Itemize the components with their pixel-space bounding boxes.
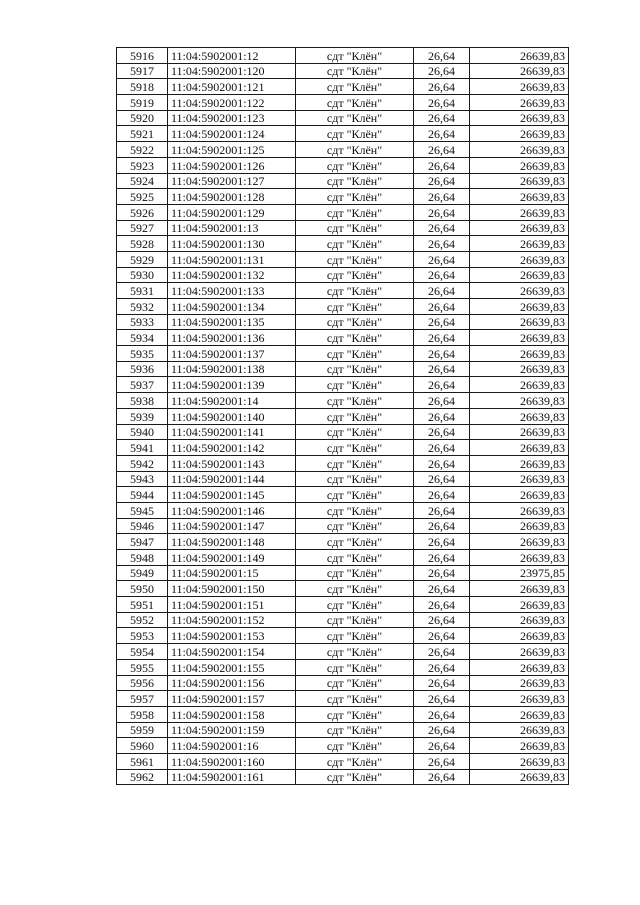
table-row: [117, 79, 569, 95]
cadastral-number-cell: 11:04:5902001:138: [168, 361, 296, 377]
organization-cell: сдт "Клён": [296, 314, 414, 330]
area-cell: 26,64: [414, 769, 470, 785]
area-cell: 26,64: [414, 346, 470, 362]
table-row: [117, 330, 569, 346]
value-cell: 26639,83: [470, 110, 569, 126]
table-row: [117, 706, 569, 722]
area-cell: 26,64: [414, 204, 470, 220]
table-row: [117, 283, 569, 299]
area-cell: 26,64: [414, 189, 470, 205]
cadastral-number-cell: 11:04:5902001:134: [168, 299, 296, 315]
area-cell: 26,64: [414, 440, 470, 456]
table-row: [117, 251, 569, 267]
table-row: [117, 189, 569, 205]
row-number-cell: 5952: [117, 612, 168, 628]
area-cell: 26,64: [414, 361, 470, 377]
value-cell: 26639,83: [470, 236, 569, 252]
cadastral-number-cell: 11:04:5902001:12: [168, 48, 296, 64]
row-number-cell: 5944: [117, 487, 168, 503]
value-cell: 26639,83: [470, 393, 569, 409]
value-cell: 26639,83: [470, 612, 569, 628]
area-cell: 26,64: [414, 534, 470, 550]
cadastral-number-cell: 11:04:5902001:155: [168, 659, 296, 675]
area-cell: 26,64: [414, 565, 470, 581]
value-cell: 26639,83: [470, 157, 569, 173]
organization-cell: сдт "Клён": [296, 330, 414, 346]
value-cell: 26639,83: [470, 644, 569, 660]
value-cell: 26639,83: [470, 628, 569, 644]
area-cell: 26,64: [414, 110, 470, 126]
cadastral-number-cell: 11:04:5902001:15: [168, 565, 296, 581]
value-cell: 26639,83: [470, 63, 569, 79]
area-cell: 26,64: [414, 471, 470, 487]
cadastral-number-cell: 11:04:5902001:140: [168, 408, 296, 424]
area-cell: 26,64: [414, 424, 470, 440]
organization-cell: сдт "Клён": [296, 738, 414, 754]
cadastral-number-cell: 11:04:5902001:160: [168, 753, 296, 769]
table-row: [117, 440, 569, 456]
table-row: [117, 471, 569, 487]
cadastral-number-cell: 11:04:5902001:120: [168, 63, 296, 79]
table-row: [117, 299, 569, 315]
area-cell: 26,64: [414, 628, 470, 644]
table-row: [117, 314, 569, 330]
row-number-cell: 5953: [117, 628, 168, 644]
value-cell: 26639,83: [470, 659, 569, 675]
value-cell: 26639,83: [470, 675, 569, 691]
table-row: [117, 236, 569, 252]
area-cell: 26,64: [414, 659, 470, 675]
row-number-cell: 5947: [117, 534, 168, 550]
area-cell: 26,64: [414, 675, 470, 691]
row-number-cell: 5959: [117, 722, 168, 738]
cadastral-number-cell: 11:04:5902001:14: [168, 393, 296, 409]
cadastral-number-cell: 11:04:5902001:147: [168, 518, 296, 534]
value-cell: 26639,83: [470, 487, 569, 503]
value-cell: 26639,83: [470, 251, 569, 267]
cadastral-number-cell: 11:04:5902001:142: [168, 440, 296, 456]
organization-cell: сдт "Клён": [296, 565, 414, 581]
organization-cell: сдт "Клён": [296, 48, 414, 64]
row-number-cell: 5962: [117, 769, 168, 785]
value-cell: 26639,83: [470, 550, 569, 566]
cadastral-number-cell: 11:04:5902001:126: [168, 157, 296, 173]
organization-cell: сдт "Клён": [296, 644, 414, 660]
organization-cell: сдт "Клён": [296, 377, 414, 393]
cadastral-number-cell: 11:04:5902001:13: [168, 220, 296, 236]
row-number-cell: 5922: [117, 142, 168, 158]
value-cell: 26639,83: [470, 173, 569, 189]
area-cell: 26,64: [414, 48, 470, 64]
organization-cell: сдт "Клён": [296, 361, 414, 377]
table-row: [117, 565, 569, 581]
organization-cell: сдт "Клён": [296, 267, 414, 283]
area-cell: 26,64: [414, 753, 470, 769]
value-cell: 26639,83: [470, 361, 569, 377]
table-row: [117, 126, 569, 142]
row-number-cell: 5926: [117, 204, 168, 220]
table-row: [117, 48, 569, 64]
value-cell: 26639,83: [470, 424, 569, 440]
row-number-cell: 5927: [117, 220, 168, 236]
table-row: [117, 424, 569, 440]
table-row: [117, 361, 569, 377]
area-cell: 26,64: [414, 63, 470, 79]
cadastral-registry-table: [116, 47, 569, 785]
organization-cell: сдт "Клён": [296, 110, 414, 126]
cadastral-number-cell: 11:04:5902001:132: [168, 267, 296, 283]
area-cell: 26,64: [414, 283, 470, 299]
value-cell: 26639,83: [470, 502, 569, 518]
organization-cell: сдт "Клён": [296, 753, 414, 769]
organization-cell: сдт "Клён": [296, 612, 414, 628]
cadastral-number-cell: 11:04:5902001:144: [168, 471, 296, 487]
area-cell: 26,64: [414, 597, 470, 613]
row-number-cell: 5958: [117, 706, 168, 722]
cadastral-number-cell: 11:04:5902001:139: [168, 377, 296, 393]
row-number-cell: 5957: [117, 691, 168, 707]
row-number-cell: 5948: [117, 550, 168, 566]
cadastral-number-cell: 11:04:5902001:161: [168, 769, 296, 785]
cadastral-number-cell: 11:04:5902001:122: [168, 95, 296, 111]
table-row: [117, 455, 569, 471]
table-row: [117, 722, 569, 738]
area-cell: 26,64: [414, 502, 470, 518]
row-number-cell: 5935: [117, 346, 168, 362]
cadastral-number-cell: 11:04:5902001:131: [168, 251, 296, 267]
organization-cell: сдт "Клён": [296, 691, 414, 707]
value-cell: 26639,83: [470, 753, 569, 769]
row-number-cell: 5940: [117, 424, 168, 440]
row-number-cell: 5943: [117, 471, 168, 487]
organization-cell: сдт "Клён": [296, 706, 414, 722]
table-row: [117, 157, 569, 173]
row-number-cell: 5923: [117, 157, 168, 173]
table-row: [117, 581, 569, 597]
organization-cell: сдт "Клён": [296, 408, 414, 424]
organization-cell: сдт "Клён": [296, 142, 414, 158]
area-cell: 26,64: [414, 518, 470, 534]
organization-cell: сдт "Клён": [296, 518, 414, 534]
table-row: [117, 753, 569, 769]
organization-cell: сдт "Клён": [296, 236, 414, 252]
cadastral-number-cell: 11:04:5902001:129: [168, 204, 296, 220]
row-number-cell: 5945: [117, 502, 168, 518]
area-cell: 26,64: [414, 393, 470, 409]
table-row: [117, 644, 569, 660]
table-row: [117, 518, 569, 534]
cadastral-number-cell: 11:04:5902001:127: [168, 173, 296, 189]
value-cell: 26639,83: [470, 204, 569, 220]
area-cell: 26,64: [414, 738, 470, 754]
table-body: [117, 48, 569, 785]
organization-cell: сдт "Клён": [296, 440, 414, 456]
row-number-cell: 5925: [117, 189, 168, 205]
value-cell: 26639,83: [470, 314, 569, 330]
cadastral-number-cell: 11:04:5902001:141: [168, 424, 296, 440]
area-cell: 26,64: [414, 314, 470, 330]
organization-cell: сдт "Клён": [296, 455, 414, 471]
row-number-cell: 5946: [117, 518, 168, 534]
value-cell: 26639,83: [470, 738, 569, 754]
row-number-cell: 5938: [117, 393, 168, 409]
organization-cell: сдт "Клён": [296, 157, 414, 173]
area-cell: 26,64: [414, 267, 470, 283]
table-row: [117, 628, 569, 644]
value-cell: 23975,85: [470, 565, 569, 581]
cadastral-number-cell: 11:04:5902001:125: [168, 142, 296, 158]
table-row: [117, 738, 569, 754]
value-cell: 26639,83: [470, 79, 569, 95]
value-cell: 26639,83: [470, 142, 569, 158]
table-row: [117, 675, 569, 691]
table-row: [117, 393, 569, 409]
row-number-cell: 5929: [117, 251, 168, 267]
table-row: [117, 110, 569, 126]
area-cell: 26,64: [414, 173, 470, 189]
table-row: [117, 267, 569, 283]
organization-cell: сдт "Клён": [296, 675, 414, 691]
value-cell: 26639,83: [470, 330, 569, 346]
cadastral-number-cell: 11:04:5902001:137: [168, 346, 296, 362]
table-row: [117, 691, 569, 707]
value-cell: 26639,83: [470, 455, 569, 471]
table-row: [117, 204, 569, 220]
cadastral-number-cell: 11:04:5902001:158: [168, 706, 296, 722]
row-number-cell: 5951: [117, 597, 168, 613]
organization-cell: сдт "Клён": [296, 471, 414, 487]
organization-cell: сдт "Клён": [296, 581, 414, 597]
row-number-cell: 5931: [117, 283, 168, 299]
row-number-cell: 5932: [117, 299, 168, 315]
organization-cell: сдт "Клён": [296, 424, 414, 440]
row-number-cell: 5919: [117, 95, 168, 111]
area-cell: 26,64: [414, 142, 470, 158]
row-number-cell: 5939: [117, 408, 168, 424]
cadastral-number-cell: 11:04:5902001:154: [168, 644, 296, 660]
cadastral-number-cell: 11:04:5902001:136: [168, 330, 296, 346]
area-cell: 26,64: [414, 126, 470, 142]
area-cell: 26,64: [414, 157, 470, 173]
row-number-cell: 5937: [117, 377, 168, 393]
value-cell: 26639,83: [470, 346, 569, 362]
organization-cell: сдт "Клён": [296, 283, 414, 299]
value-cell: 26639,83: [470, 722, 569, 738]
organization-cell: сдт "Клён": [296, 251, 414, 267]
table-row: [117, 220, 569, 236]
area-cell: 26,64: [414, 706, 470, 722]
value-cell: 26639,83: [470, 581, 569, 597]
value-cell: 26639,83: [470, 769, 569, 785]
table-row: [117, 612, 569, 628]
organization-cell: сдт "Клён": [296, 502, 414, 518]
cadastral-number-cell: 11:04:5902001:143: [168, 455, 296, 471]
organization-cell: сдт "Клён": [296, 189, 414, 205]
value-cell: 26639,83: [470, 518, 569, 534]
area-cell: 26,64: [414, 612, 470, 628]
value-cell: 26639,83: [470, 220, 569, 236]
row-number-cell: 5956: [117, 675, 168, 691]
organization-cell: сдт "Клён": [296, 628, 414, 644]
area-cell: 26,64: [414, 220, 470, 236]
area-cell: 26,64: [414, 299, 470, 315]
value-cell: 26639,83: [470, 299, 569, 315]
row-number-cell: 5954: [117, 644, 168, 660]
area-cell: 26,64: [414, 644, 470, 660]
cadastral-number-cell: 11:04:5902001:150: [168, 581, 296, 597]
organization-cell: сдт "Клён": [296, 63, 414, 79]
area-cell: 26,64: [414, 550, 470, 566]
cadastral-number-cell: 11:04:5902001:16: [168, 738, 296, 754]
table-row: [117, 346, 569, 362]
row-number-cell: 5941: [117, 440, 168, 456]
value-cell: 26639,83: [470, 126, 569, 142]
area-cell: 26,64: [414, 691, 470, 707]
row-number-cell: 5918: [117, 79, 168, 95]
cadastral-number-cell: 11:04:5902001:133: [168, 283, 296, 299]
cadastral-number-cell: 11:04:5902001:135: [168, 314, 296, 330]
cadastral-number-cell: 11:04:5902001:124: [168, 126, 296, 142]
table-row: [117, 502, 569, 518]
table-row: [117, 63, 569, 79]
cadastral-number-cell: 11:04:5902001:157: [168, 691, 296, 707]
table-row: [117, 769, 569, 785]
organization-cell: сдт "Клён": [296, 659, 414, 675]
cadastral-number-cell: 11:04:5902001:152: [168, 612, 296, 628]
organization-cell: сдт "Клён": [296, 220, 414, 236]
row-number-cell: 5950: [117, 581, 168, 597]
area-cell: 26,64: [414, 487, 470, 503]
row-number-cell: 5961: [117, 753, 168, 769]
value-cell: 26639,83: [470, 408, 569, 424]
organization-cell: сдт "Клён": [296, 393, 414, 409]
cadastral-number-cell: 11:04:5902001:153: [168, 628, 296, 644]
value-cell: 26639,83: [470, 377, 569, 393]
value-cell: 26639,83: [470, 691, 569, 707]
value-cell: 26639,83: [470, 283, 569, 299]
cadastral-number-cell: 11:04:5902001:156: [168, 675, 296, 691]
row-number-cell: 5920: [117, 110, 168, 126]
table-row: [117, 377, 569, 393]
cadastral-number-cell: 11:04:5902001:145: [168, 487, 296, 503]
row-number-cell: 5921: [117, 126, 168, 142]
organization-cell: сдт "Клён": [296, 346, 414, 362]
value-cell: 26639,83: [470, 95, 569, 111]
row-number-cell: 5930: [117, 267, 168, 283]
organization-cell: сдт "Клён": [296, 722, 414, 738]
value-cell: 26639,83: [470, 48, 569, 64]
row-number-cell: 5955: [117, 659, 168, 675]
table-row: [117, 487, 569, 503]
organization-cell: сдт "Клён": [296, 126, 414, 142]
row-number-cell: 5928: [117, 236, 168, 252]
row-number-cell: 5960: [117, 738, 168, 754]
table-row: [117, 173, 569, 189]
row-number-cell: 5924: [117, 173, 168, 189]
area-cell: 26,64: [414, 377, 470, 393]
table-row: [117, 408, 569, 424]
cadastral-number-cell: 11:04:5902001:130: [168, 236, 296, 252]
organization-cell: сдт "Клён": [296, 534, 414, 550]
row-number-cell: 5934: [117, 330, 168, 346]
value-cell: 26639,83: [470, 706, 569, 722]
area-cell: 26,64: [414, 236, 470, 252]
organization-cell: сдт "Клён": [296, 299, 414, 315]
organization-cell: сдт "Клён": [296, 173, 414, 189]
row-number-cell: 5936: [117, 361, 168, 377]
table-row: [117, 659, 569, 675]
area-cell: 26,64: [414, 251, 470, 267]
row-number-cell: 5933: [117, 314, 168, 330]
cadastral-number-cell: 11:04:5902001:121: [168, 79, 296, 95]
organization-cell: сдт "Клён": [296, 769, 414, 785]
area-cell: 26,64: [414, 408, 470, 424]
organization-cell: сдт "Клён": [296, 204, 414, 220]
area-cell: 26,64: [414, 79, 470, 95]
row-number-cell: 5917: [117, 63, 168, 79]
value-cell: 26639,83: [470, 597, 569, 613]
cadastral-number-cell: 11:04:5902001:148: [168, 534, 296, 550]
row-number-cell: 5916: [117, 48, 168, 64]
area-cell: 26,64: [414, 722, 470, 738]
table-row: [117, 142, 569, 158]
table-row: [117, 597, 569, 613]
cadastral-number-cell: 11:04:5902001:149: [168, 550, 296, 566]
area-cell: 26,64: [414, 95, 470, 111]
value-cell: 26639,83: [470, 267, 569, 283]
table-row: [117, 95, 569, 111]
value-cell: 26639,83: [470, 471, 569, 487]
row-number-cell: 5949: [117, 565, 168, 581]
table-row: [117, 534, 569, 550]
cadastral-number-cell: 11:04:5902001:151: [168, 597, 296, 613]
cadastral-number-cell: 11:04:5902001:123: [168, 110, 296, 126]
value-cell: 26639,83: [470, 440, 569, 456]
organization-cell: сдт "Клён": [296, 95, 414, 111]
table-row: [117, 550, 569, 566]
cadastral-number-cell: 11:04:5902001:128: [168, 189, 296, 205]
row-number-cell: 5942: [117, 455, 168, 471]
area-cell: 26,64: [414, 581, 470, 597]
organization-cell: сдт "Клён": [296, 597, 414, 613]
organization-cell: сдт "Клён": [296, 550, 414, 566]
cadastral-number-cell: 11:04:5902001:146: [168, 502, 296, 518]
organization-cell: сдт "Клён": [296, 487, 414, 503]
organization-cell: сдт "Клён": [296, 79, 414, 95]
value-cell: 26639,83: [470, 534, 569, 550]
area-cell: 26,64: [414, 330, 470, 346]
value-cell: 26639,83: [470, 189, 569, 205]
cadastral-number-cell: 11:04:5902001:159: [168, 722, 296, 738]
area-cell: 26,64: [414, 455, 470, 471]
